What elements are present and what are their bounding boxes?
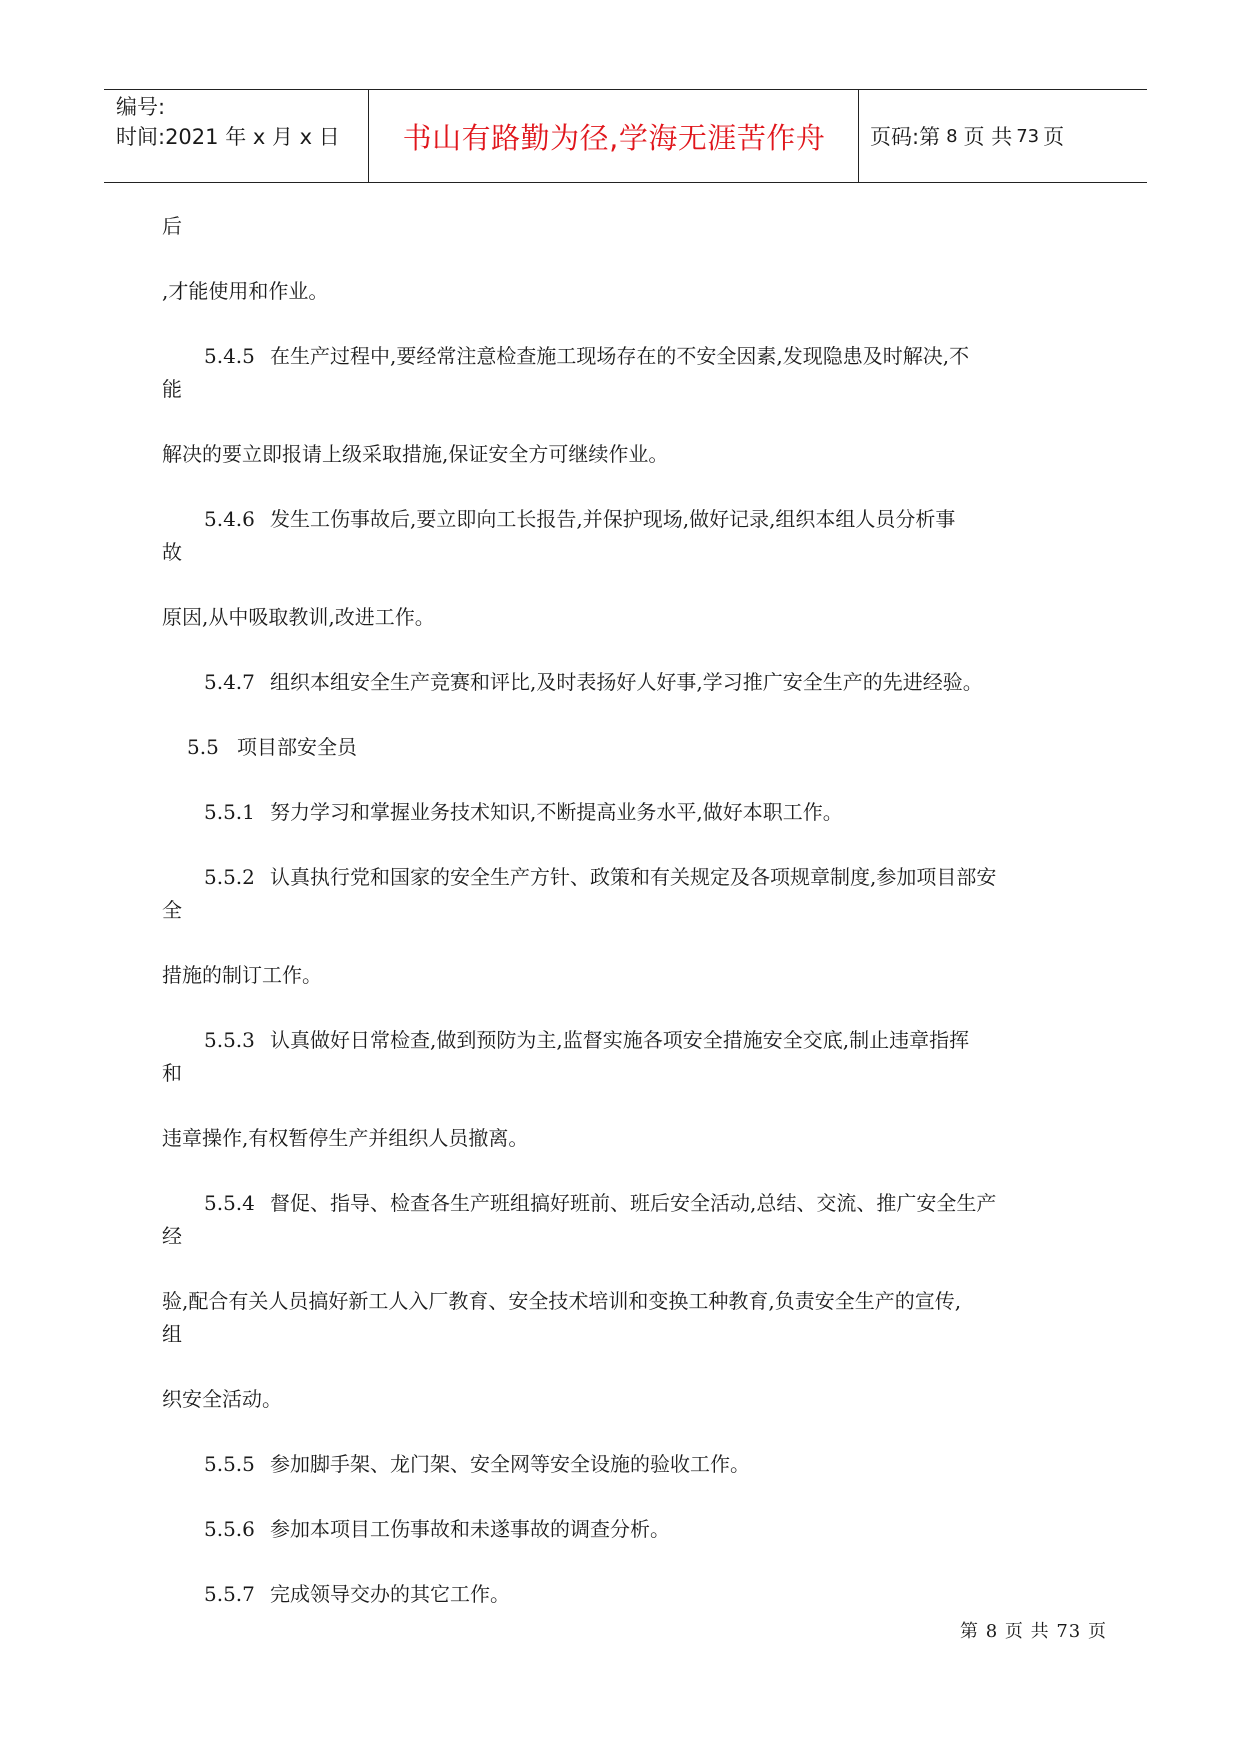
header-motto: 书山有路勤为径,学海无涯苦作舟: [402, 120, 826, 155]
page-number: 8: [946, 125, 958, 147]
clause-number: 5.5.5: [204, 1452, 255, 1476]
body-line: 和: [162, 1061, 182, 1085]
body-line: 原因,从中吸取教训,改进工作。: [162, 605, 435, 629]
document-header: [104, 89, 1147, 183]
body-line: ,才能使用和作业。: [162, 279, 329, 303]
body-line: 验,配合有关人员搞好新工人入厂教育、安全技术培训和变换工种教育,负责安全生产的宣传,: [162, 1289, 962, 1313]
clause-number: 5.5.2: [204, 865, 255, 889]
page-prefix: 页码:第: [870, 125, 941, 149]
clause-number: 5.5.3: [204, 1028, 255, 1052]
clause-number: 5.5.1: [204, 800, 255, 824]
document-number-label: 编号:: [116, 95, 166, 119]
page-footer: 第 8 页 共 73 页: [960, 1621, 1107, 1642]
clause-line: 5.5.6 参加本项目工伤事故和未遂事故的调查分析。: [204, 1512, 1139, 1546]
clause-line: 5.4.6 发生工伤事故后,要立即向工长报告,并保护现场,做好记录,组织本组人员分析事: [204, 502, 1139, 536]
section-heading: 5.5 项目部安全员: [187, 730, 1122, 764]
body-line: 违章操作,有权暂停生产并组织人员撤离。: [162, 1126, 529, 1150]
header-page-indicator: [870, 90, 1064, 182]
clause-line: 5.5.1 努力学习和掌握业务技术知识,不断提高业务水平,做好本职工作。: [204, 795, 1139, 829]
section-number: 5.5: [187, 735, 219, 759]
body-line: 故: [162, 540, 182, 564]
page-mid: 页 共: [963, 125, 1013, 149]
clause-line: 5.5.7 完成领导交办的其它工作。: [204, 1577, 1139, 1611]
header-divider: [858, 90, 859, 182]
body-line: 组: [162, 1322, 182, 1346]
clause-number: 5.4.5: [204, 344, 255, 368]
body-line: 解决的要立即报请上级采取措施,保证安全方可继续作业。: [162, 442, 669, 466]
header-divider: [368, 90, 369, 182]
clause-number: 5.5.7: [204, 1582, 255, 1606]
body-line: 措施的制订工作。: [162, 963, 322, 987]
clause-line: 5.4.5 在生产过程中,要经常注意检查施工现场存在的不安全因素,发现隐患及时解决,不: [204, 339, 1139, 373]
clause-line: 5.5.4 督促、指导、检查各生产班组搞好班前、班后安全活动,总结、交流、推广安全生产: [204, 1186, 1139, 1220]
body-line: 全: [162, 898, 182, 922]
body-line: 后: [162, 214, 182, 238]
document-date: 时间:2021 年 x 月 x 日: [116, 125, 340, 149]
page-suffix: 页: [1043, 125, 1065, 149]
body-line: 经: [162, 1224, 182, 1248]
clause-line: 5.5.5 参加脚手架、龙门架、安全网等安全设施的验收工作。: [204, 1447, 1139, 1481]
page-total: 73: [1016, 125, 1040, 147]
header-info: [116, 92, 366, 152]
clause-line: 5.5.2 认真执行党和国家的安全生产方针、政策和有关规定及各项规章制度,参加项目部安: [204, 860, 1139, 894]
clause-number: 5.4.7: [204, 670, 255, 694]
clause-line: 5.4.7 组织本组安全生产竞赛和评比,及时表扬好人好事,学习推广安全生产的先进经验。: [204, 665, 1139, 699]
body-line: 织安全活动。: [162, 1387, 282, 1411]
clause-number: 5.5.4: [204, 1191, 255, 1215]
clause-number: 5.5.6: [204, 1517, 255, 1541]
body-line: 能: [162, 377, 182, 401]
clause-number: 5.4.6: [204, 507, 255, 531]
clause-line: 5.5.3 认真做好日常检查,做到预防为主,监督实施各项安全措施安全交底,制止违章指挥: [204, 1023, 1139, 1057]
